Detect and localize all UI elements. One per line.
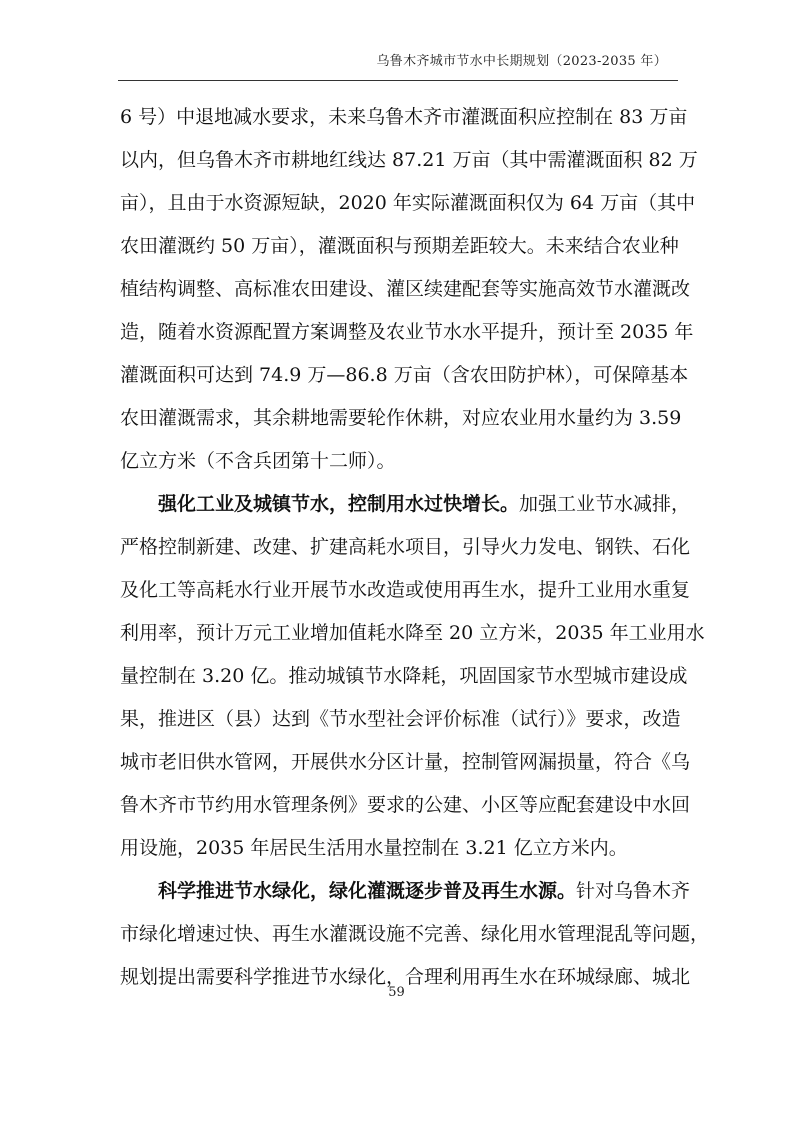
text-line: 城市老旧供水管网，开展供水分区计量，控制管网漏损量，符合《乌 [120,751,691,773]
text-line [120,483,691,526]
text-line: 用设施，2035 年居民生活用水量控制在 3.21 亿立方米内。 [120,837,628,859]
paragraph-lead-heading: 科学推进节水绿化，绿化灌溉逐步普及再生水源。 [158,880,577,902]
text-line: 亩），且由于水资源短缺，2020 年实际灌溉面积仅为 64 万亩（其中 [120,192,696,214]
text-line: 规划提出需要科学推进节水绿化，合理利用再生水在环城绿廊、城北 [120,966,691,988]
paragraph-first-line-rest: 加强工业节水减排， [519,493,691,515]
text-line: 果，推进区（县）达到《节水型社会评价标准（试行）》要求，改造 [120,708,681,730]
paragraph-industry-urban [120,483,705,870]
paragraph-first-line-rest: 针对乌鲁木齐 [576,880,691,902]
header-divider [118,80,678,81]
text-line: 造，随着水资源配置方案调整及农业节水水平提升，预计至 2035 年 [120,321,694,343]
text-line: 以内，但乌鲁木齐市耕地红线达 87.21 万亩（其中需灌溉面积 82 万 [120,149,698,171]
text-line: 量控制在 3.20 亿。推动城镇节水降耗，巩固国家节水型城市建设成 [120,665,688,687]
paragraph-lead-heading: 强化工业及城镇节水，控制用水过快增长。 [158,493,520,515]
text-line: 严格控制新建、改建、扩建高耗水项目，引导火力发电、钢铁、石化 [120,536,691,558]
running-header: 乌鲁木齐城市节水中长期规划（2023-2035 年） [376,54,667,69]
paragraph-agriculture [120,96,698,483]
paragraph-greening [120,870,710,999]
body-text [120,96,710,999]
text-line: 农田灌溉需求，其余耕地需要轮作休耕，对应农业用水量约为 3.59 [120,407,682,429]
text-line: 及化工等高耗水行业开展节水改造或使用再生水，提升工业用水重复 [120,579,691,601]
text-line: 亿立方米（不含兵团第十二师）。 [120,450,396,472]
text-line: 灌溉面积可达到 74.9 万—86.8 万亩（含农田防护林），可保障基本 [120,364,689,386]
text-line: 市绿化增速过快、再生水灌溉设施不完善、绿化用水管理混乱等问题， [120,923,710,945]
text-line: 农田灌溉约 50 万亩），灌溉面积与预期差距较大。未来结合农业种 [120,235,679,257]
text-line: 鲁木齐市节约用水管理条例》要求的公建、小区等应配套建设中水回 [120,794,691,816]
text-line: 利用率，预计万元工业增加值耗水降至 20 立方米，2035 年工业用水 [120,622,705,644]
page-number: 59 [388,985,405,1000]
text-line [120,870,691,913]
text-line: 植结构调整、高标准农田建设、灌区续建配套等实施高效节水灌溉改 [120,278,691,300]
text-line: 6 号）中退地减水要求，未来乌鲁木齐市灌溉面积应控制在 83 万亩 [120,106,688,128]
